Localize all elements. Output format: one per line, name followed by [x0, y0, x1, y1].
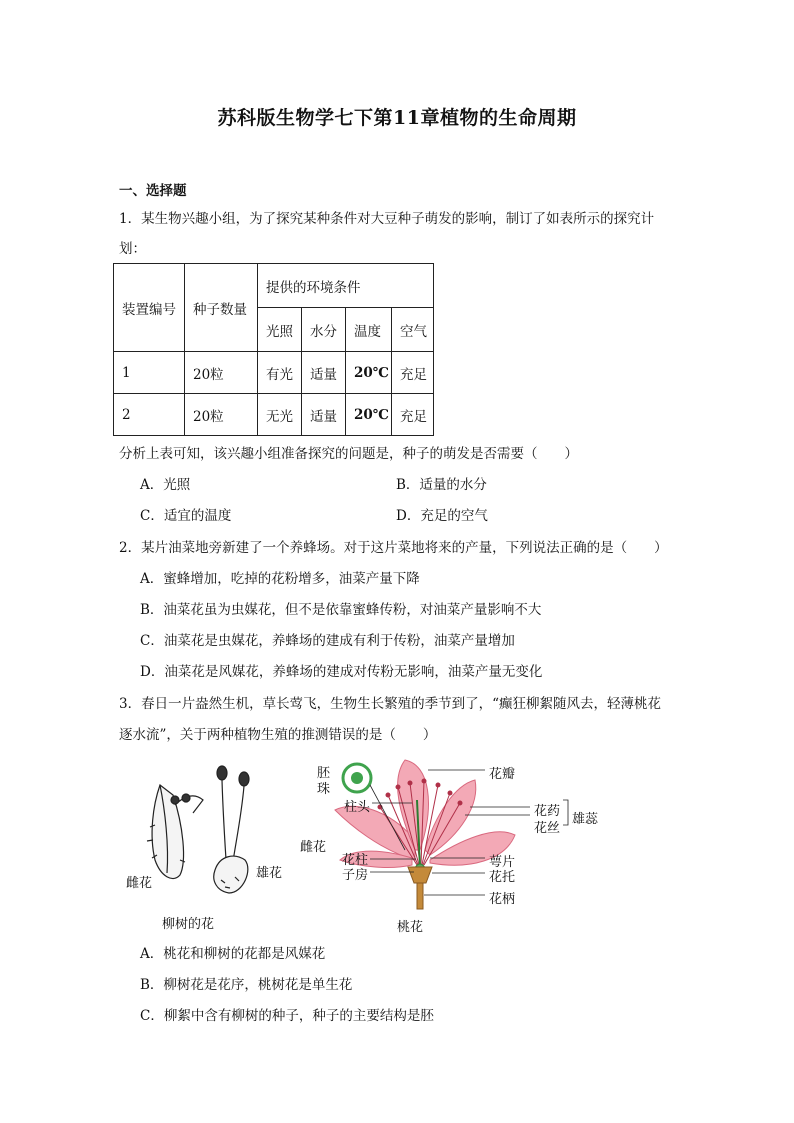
q2-text: 2．某片油菜地旁新建了一个养蜂场。对于这片菜地将来的产量，下列说法正确的是（ ） [119, 540, 668, 556]
stigma-label: 柱头 [344, 800, 371, 815]
experiment-table [113, 263, 434, 436]
q3-option-c[interactable]: C．柳絮中含有柳树的种子，种子的主要结构是胚 [140, 1008, 434, 1024]
table-header-temp: 温度 [346, 308, 392, 352]
q3-text-line1: 3．春日一片盎然生机，草长莺飞，生物生长繁殖的季节到了，“癫狂柳絮随风去，轻薄桃花 [119, 696, 661, 712]
table-cell: 充足 [392, 394, 434, 436]
q3-text-line2: 逐水流”，关于两种植物生殖的推测错误的是（ ） [119, 727, 437, 743]
q2-option-a[interactable]: A．蜜蜂增加，吃掉的花粉增多，油菜产量下降 [140, 571, 420, 587]
pistil-label: 雌花 [300, 840, 327, 855]
table-row [114, 352, 434, 394]
table-cell: 充足 [392, 352, 434, 394]
filament-label: 花丝 [534, 821, 561, 836]
willow-male-label: 雄花 [256, 866, 283, 881]
table-cell: 20粒 [185, 394, 258, 436]
q2-option-b[interactable]: B．油菜花虽为虫媒花，但不是依靠蜜蜂传粉，对油菜产量影响不大 [140, 602, 542, 618]
willow-female-flower [147, 785, 203, 879]
table-header-water: 水分 [302, 308, 346, 352]
table-header-light: 光照 [258, 308, 302, 352]
style-label: 花柱 [342, 853, 369, 868]
ovary-label: 子房 [342, 868, 369, 883]
table-header-device: 装置编号 [114, 264, 185, 352]
q2-option-c[interactable]: C．油菜花是虫媒花，养蜂场的建成有利于传粉，油菜产量增加 [140, 633, 515, 649]
page-title: 苏科版生物学七下第11章植物的生命周期 [217, 107, 577, 129]
q1-text-line1: 1．某生物兴趣小组，为了探究某种条件对大豆种子萌发的影响，制订了如表所示的探究计 [119, 211, 655, 227]
peach-base [408, 867, 432, 909]
q1-option-a[interactable]: A．光照 [140, 477, 191, 493]
anther-label: 花药 [534, 804, 561, 819]
petal-label: 花瓣 [489, 767, 516, 782]
table-header-env: 提供的环境条件 [258, 264, 434, 308]
table-cell: 1 [114, 352, 185, 394]
willow-female-label: 雌花 [126, 876, 153, 891]
table-cell: 适量 [302, 352, 346, 394]
table-cell: 20粒 [185, 352, 258, 394]
q1-text-line2: 划： [119, 241, 146, 257]
table-row [114, 394, 434, 436]
peach-caption: 桃花 [397, 920, 424, 935]
q1-option-c[interactable]: C．适宜的温度 [140, 508, 232, 524]
q1-stem: 分析上表可知，该兴趣小组准备探究的问题是，种子的萌发是否需要（ ） [119, 446, 578, 462]
q3-option-a[interactable]: A．桃花和柳树的花都是风媒花 [140, 946, 326, 962]
willow-caption: 柳树的花 [162, 917, 215, 932]
table-cell: 适量 [302, 394, 346, 436]
q1-option-d[interactable]: D．充足的空气 [396, 508, 488, 524]
stamen-label: 雄蕊 [572, 812, 599, 827]
willow-male-flower [214, 766, 249, 893]
table-header-air: 空气 [392, 308, 434, 352]
table-cell: 有光 [258, 352, 302, 394]
q3-option-b[interactable]: B．柳树花是花序，桃树花是单生花 [140, 977, 353, 993]
table-cell: 2 [114, 394, 185, 436]
ovule-label-1: 胚 [317, 766, 331, 781]
table-cell: 20℃ [346, 394, 392, 436]
table-header-seeds: 种子数量 [185, 264, 258, 352]
pedicel-label: 花柄 [489, 892, 516, 907]
sepal-label: 萼片 [489, 855, 516, 870]
table-cell: 20℃ [346, 352, 392, 394]
q1-option-b[interactable]: B．适量的水分 [396, 477, 487, 493]
receptacle-label: 花托 [489, 870, 516, 885]
section-heading: 一、选择题 [119, 183, 187, 199]
q2-option-d[interactable]: D．油菜花是风媒花，养蜂场的建成对传粉无影响，油菜产量无变化 [140, 664, 543, 680]
table-cell: 无光 [258, 394, 302, 436]
ovule-label-2: 珠 [317, 782, 331, 797]
